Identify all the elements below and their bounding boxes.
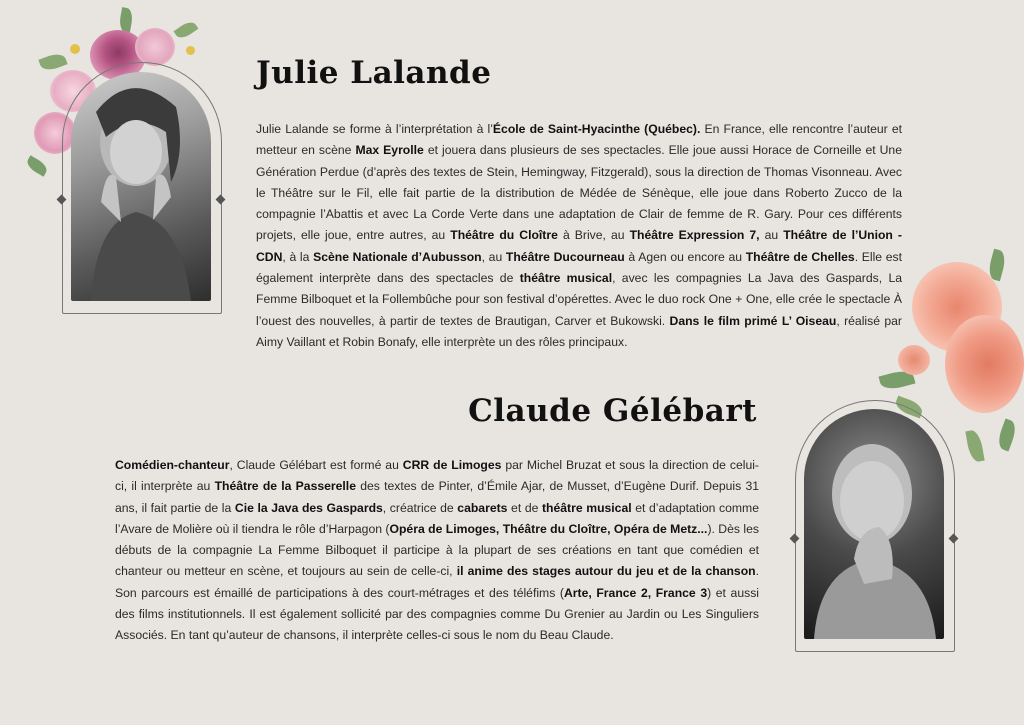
julie-section	[256, 55, 902, 353]
bio-highlight: théâtre musical	[541, 500, 632, 515]
claude-bio	[115, 455, 759, 647]
claude-photo	[804, 409, 944, 639]
bio-text: et jouera dans plusieurs de ses spectacles. Elle joue aussi Horace de Corneille et Une Génération Perdue (d’après des textes de Stein, Hemingway, Fitzgerald), sous la direction de Thomas Visonneau. Avec le Théâtre sur le Fil, elle fait partie de la distribution de Médée de Sénèque, elle joue dans Roberto Zucco de la compagnie l’Abattis et avec La Corde Verte dans une adaptation de Clair de femme de R. Gary. Pour ces différents projets, elle joue, entre autres, au	[256, 143, 902, 243]
bio-highlight: Théâtre de l’Union - CDN	[256, 228, 902, 264]
bio-text: ). Dès les débuts de la compagnie La Femme Bilboquet il participe à la plupart de ses créations en tant que comédien et chanteur ou metteur en scène, et toujours au sein de celle-ci,	[115, 521, 759, 579]
bio-highlight: Théâtre Ducourneau	[505, 249, 625, 264]
bio-highlight: Théâtre Expression 7,	[629, 228, 760, 243]
bio-text: par Michel Bruzat et sous la direction de celui-ci, il interprète au	[115, 458, 759, 494]
bio-highlight: cabarets	[457, 500, 508, 515]
bio-highlight: Cie la Java des Gaspards	[234, 500, 383, 515]
bio-highlight: Opéra de Limoges, Théâtre du Cloître, Opéra de Metz...	[389, 521, 708, 536]
bio-highlight: Dans le film primé L’ Oiseau	[669, 313, 837, 328]
bio-text: , réalisé par Aimy Vaillant et Robin Bonafy, elle interprète un des rôles principaux.	[256, 313, 902, 349]
bio-text: et de	[507, 500, 542, 515]
bio-highlight: Max Eyrolle	[355, 143, 424, 158]
bio-highlight: Théâtre de la Passerelle	[214, 479, 356, 494]
bio-highlight: Scène Nationale d’Aubusson	[313, 249, 482, 264]
julie-bio	[256, 119, 902, 353]
bio-highlight: théâtre musical	[519, 271, 613, 286]
bio-highlight: Comédien-chanteur	[115, 458, 230, 472]
julie-name-heading: Julie Lalande	[256, 55, 492, 91]
bio-text: , avec les compagnies La Java des Gaspards, La Femme Bilboquet et la Follembûche pour son festival d’opérettes. Avec le duo rock One + One, elle crée le spectacle À l’ouest des nouvelles, à partir de textes de Brautigan, Carver et Bukowski.	[256, 271, 902, 328]
bio-text: , Claude Gélébart est formé au	[229, 458, 403, 472]
bio-highlight: il anime des stages autour du jeu et de la chanson	[456, 564, 756, 579]
claude-name-heading: Claude Gélébart	[468, 393, 757, 429]
bio-text: à Brive, au	[557, 228, 630, 243]
bio-text: ) et aussi des films institutionnels. Il est également sollicité par des compagnies comme Du Grenier au Jardin ou Les Singuliers Associés. En tant qu’auteur de chansons, il interprète celles-ci sous le nom du Beau Claude.	[115, 585, 760, 643]
bio-text: des textes de Pinter, d’Émile Ajar, de Musset, d’Eugène Durif. Depuis 31 ans, il fait partie de la	[115, 479, 759, 515]
bio-text: et d’adaptation comme l’Avare de Molière où il tiendra le rôle d’Harpagon (	[115, 500, 759, 536]
bio-highlight: CRR de Limoges	[402, 458, 502, 472]
bio-text: au	[759, 228, 784, 243]
bio-text: Julie Lalande se forme à l’interprétation à l’	[256, 122, 493, 136]
bio-highlight: Théâtre du Cloître	[450, 228, 558, 243]
bio-highlight: École de Saint-Hyacinthe (Québec).	[492, 122, 701, 136]
julie-portrait-silhouette	[71, 72, 211, 301]
bio-highlight: Arte, France 2, France 3	[563, 585, 708, 600]
bio-text: . Son parcours est émaillé de participations à des court-métrages et des téléfims (	[115, 564, 759, 600]
julie-photo	[71, 72, 211, 301]
bio-text: . Elle est également interprète dans des spectacles de	[256, 249, 903, 286]
claude-portrait-silhouette	[804, 409, 944, 639]
bio-text: , créatrice de	[382, 500, 458, 515]
bio-text: , au	[481, 249, 506, 264]
claude-section	[115, 393, 759, 647]
bio-text: à Agen ou encore au	[624, 249, 746, 264]
bio-text: , à la	[282, 249, 314, 264]
bio-text: En France, elle rencontre l’auteur et metteur en scène	[256, 122, 902, 158]
bio-highlight: Théâtre de Chelles	[745, 249, 855, 264]
